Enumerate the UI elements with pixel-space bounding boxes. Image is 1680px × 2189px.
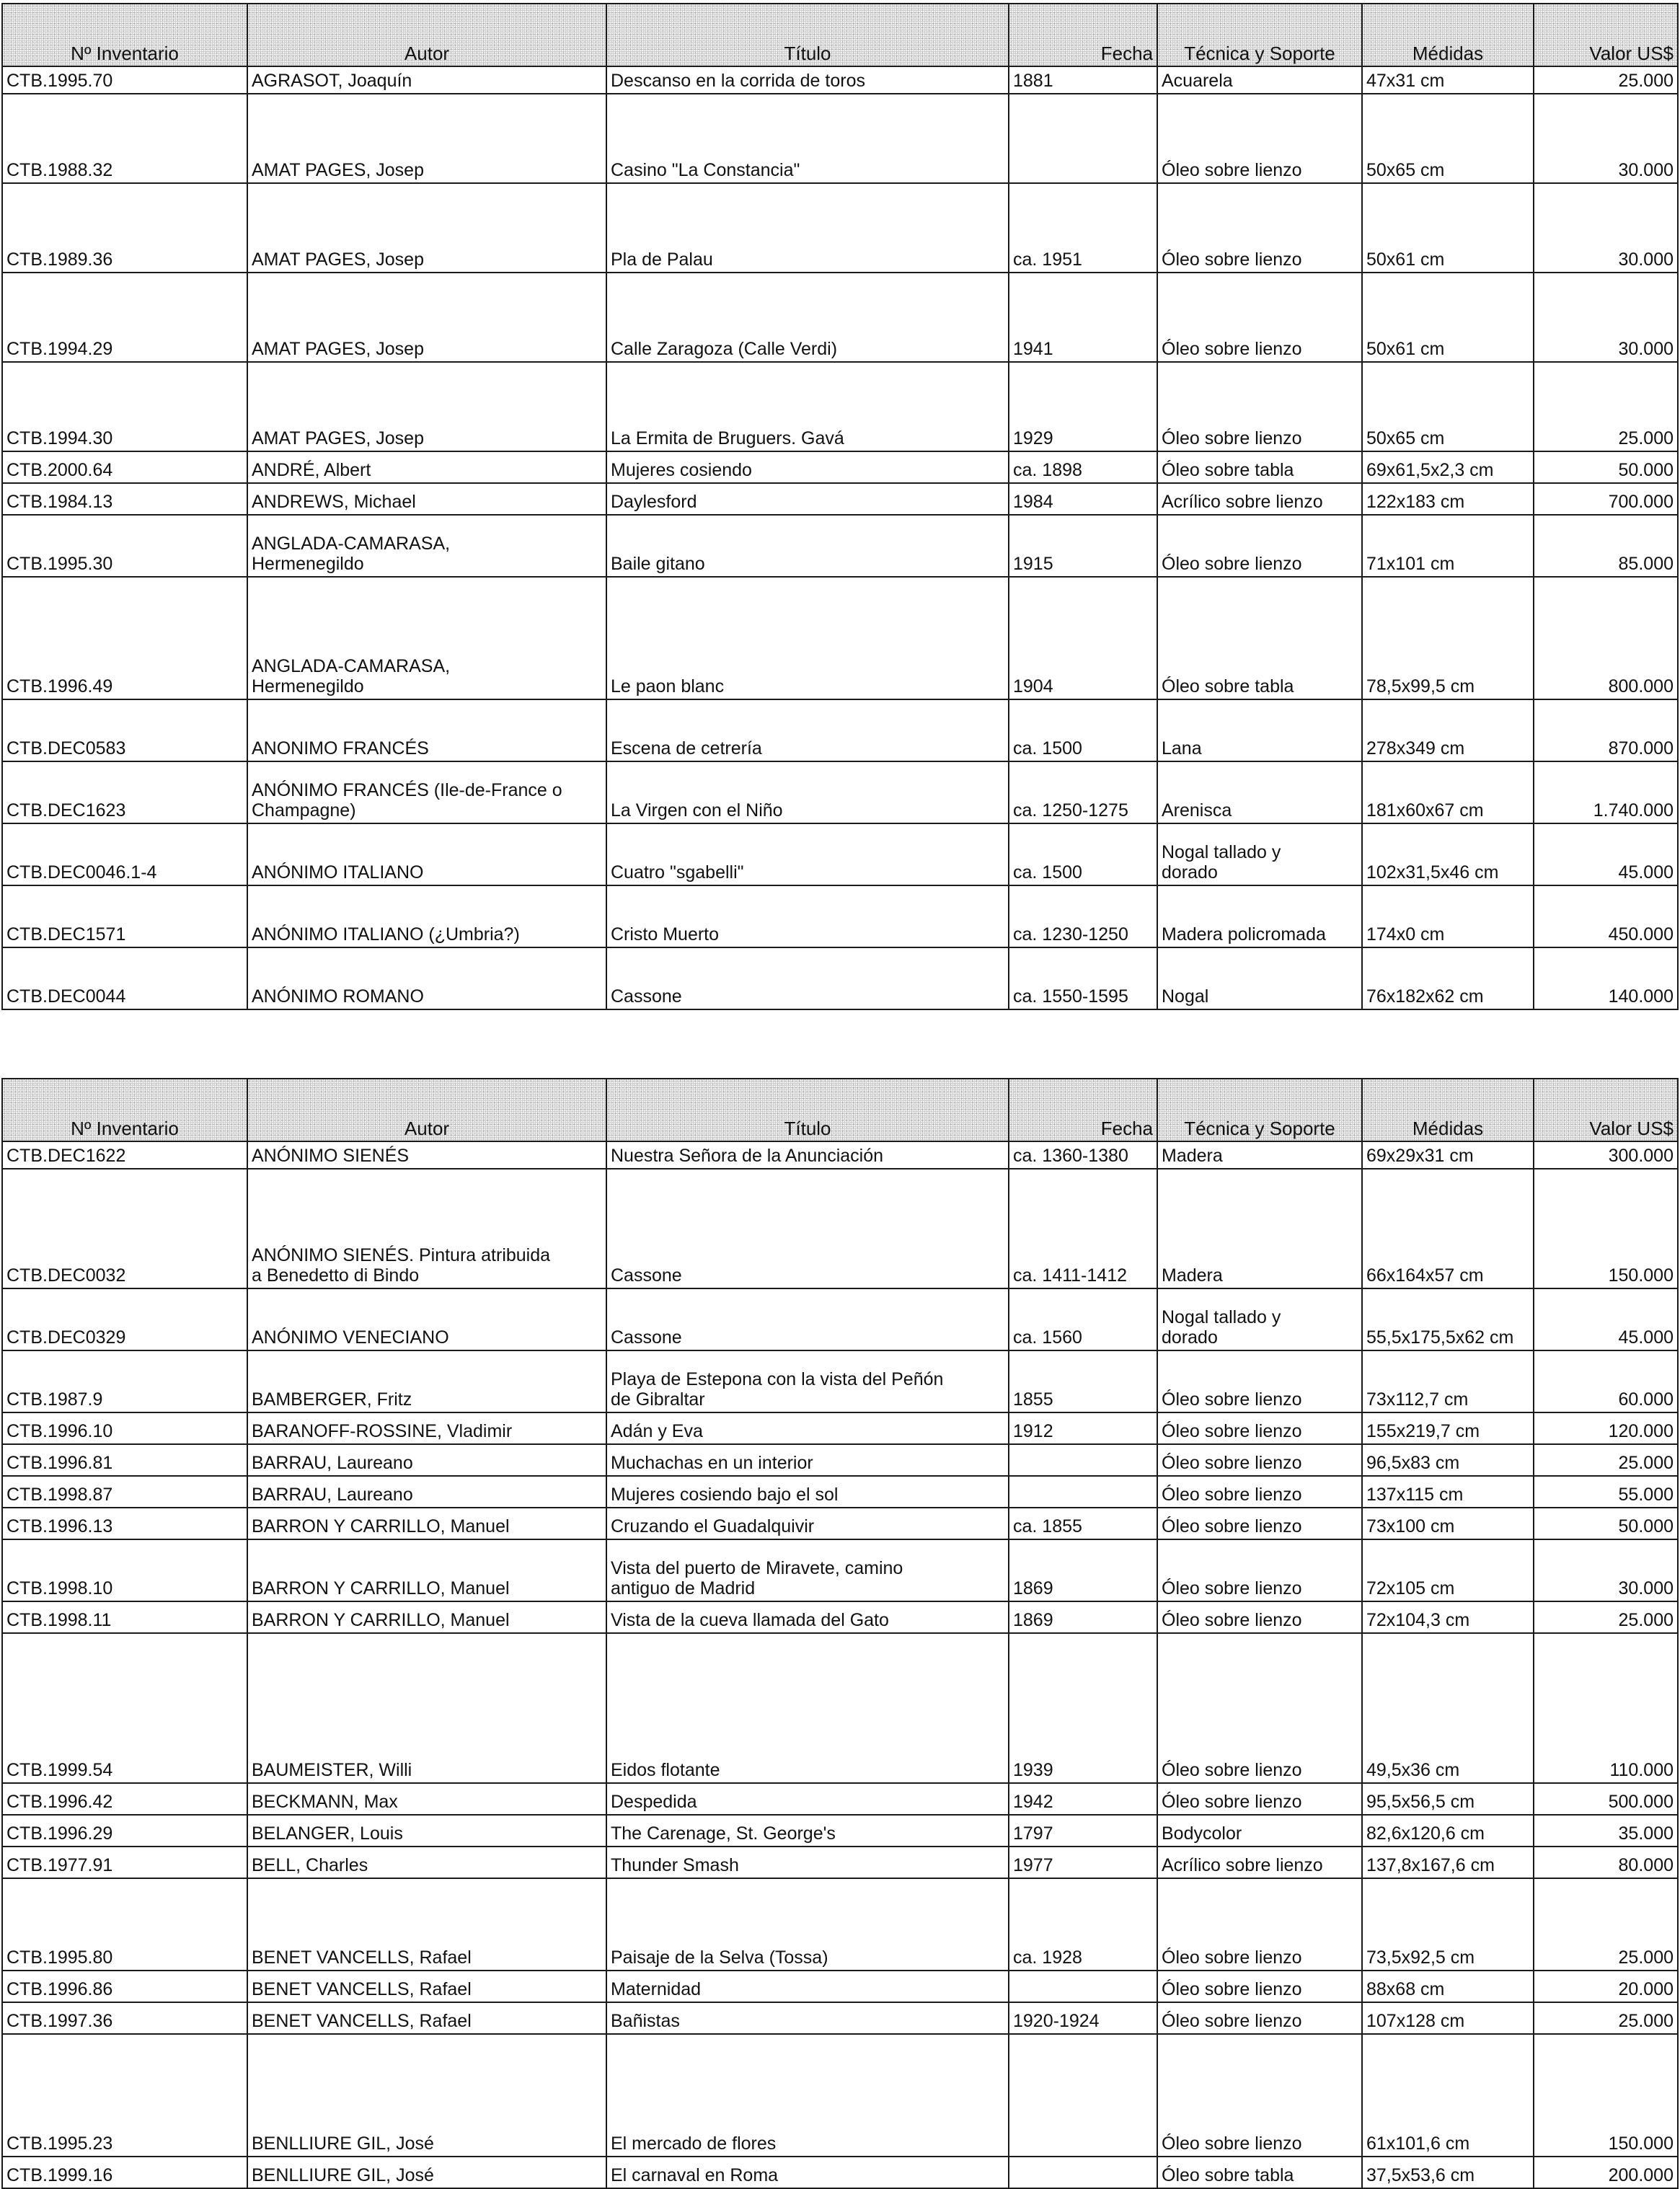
- cell-fecha: ca. 1360-1380: [1009, 1141, 1157, 1169]
- cell-fecha: ca. 1550-1595: [1009, 947, 1157, 1009]
- table-row: [2, 2002, 1678, 2034]
- cell-tecnica: Óleo sobre lienzo: [1157, 1350, 1362, 1412]
- table-row: [2, 1476, 1678, 1508]
- header-tecnica: Técnica y Soporte: [1157, 4, 1362, 66]
- cell-titulo: Baile gitano: [606, 515, 1009, 577]
- cell-tecnica: Arenisca: [1157, 761, 1362, 823]
- cell-inventario: CTB.1999.54: [2, 1633, 247, 1783]
- cell-tecnica: Nogal tallado y dorado: [1157, 823, 1362, 885]
- cell-fecha: ca. 1230-1250: [1009, 885, 1157, 947]
- cell-fecha: 1915: [1009, 515, 1157, 577]
- cell-valor: 25.000: [1534, 66, 1678, 94]
- table-row: [2, 1350, 1678, 1412]
- table-row: [2, 2034, 1678, 2157]
- cell-tecnica: Óleo sobre lienzo: [1157, 273, 1362, 362]
- cell-tecnica: Óleo sobre lienzo: [1157, 1601, 1362, 1633]
- cell-valor: 25.000: [1534, 1601, 1678, 1633]
- cell-autor: BARRAU, Laureano: [247, 1444, 606, 1476]
- header-inventario: Nº Inventario: [2, 1079, 247, 1141]
- cell-medidas: 88x68 cm: [1362, 1971, 1534, 2002]
- table-row: [2, 947, 1678, 1009]
- cell-valor: 85.000: [1534, 515, 1678, 577]
- cell-valor: 800.000: [1534, 577, 1678, 699]
- cell-fecha: ca. 1250-1275: [1009, 761, 1157, 823]
- table-row: [2, 1141, 1678, 1169]
- cell-autor: ANÓNIMO VENECIANO: [247, 1288, 606, 1350]
- table-row: [2, 823, 1678, 885]
- inventory-table-2: [1, 1078, 1679, 2189]
- cell-titulo: Cassone: [606, 1169, 1009, 1288]
- cell-medidas: 50x65 cm: [1362, 94, 1534, 183]
- cell-titulo: Playa de Estepona con la vista del Peñón de Gibraltar: [606, 1350, 1009, 1412]
- table-row: [2, 1508, 1678, 1539]
- cell-inventario: CTB.1995.70: [2, 66, 247, 94]
- cell-valor: 20.000: [1534, 1971, 1678, 2002]
- cell-valor: 80.000: [1534, 1847, 1678, 1878]
- cell-inventario: CTB.1999.16: [2, 2157, 247, 2188]
- cell-autor: ANÓNIMO ROMANO: [247, 947, 606, 1009]
- cell-inventario: CTB.2000.64: [2, 451, 247, 483]
- cell-titulo: Vista de la cueva llamada del Gato: [606, 1601, 1009, 1633]
- cell-fecha: ca. 1560: [1009, 1288, 1157, 1350]
- header-row: [2, 1079, 1678, 1141]
- table-row: [2, 1633, 1678, 1783]
- cell-inventario: CTB.1996.10: [2, 1412, 247, 1444]
- table-row: [2, 1288, 1678, 1350]
- cell-fecha: [1009, 1444, 1157, 1476]
- cell-tecnica: Acrílico sobre lienzo: [1157, 1847, 1362, 1878]
- table-row: [2, 577, 1678, 699]
- cell-medidas: 49,5x36 cm: [1362, 1633, 1534, 1783]
- cell-valor: 25.000: [1534, 362, 1678, 451]
- inventory-table-1: [1, 3, 1679, 1010]
- cell-fecha: 1881: [1009, 66, 1157, 94]
- cell-autor: BENET VANCELLS, Rafael: [247, 2002, 606, 2034]
- cell-medidas: 155x219,7 cm: [1362, 1412, 1534, 1444]
- cell-titulo: El carnaval en Roma: [606, 2157, 1009, 2188]
- cell-titulo: Vista del puerto de Miravete, camino antiguo de Madrid: [606, 1539, 1009, 1601]
- cell-fecha: 1984: [1009, 483, 1157, 515]
- cell-inventario: CTB.DEC0329: [2, 1288, 247, 1350]
- cell-medidas: 73,5x92,5 cm: [1362, 1878, 1534, 1971]
- cell-titulo: Despedida: [606, 1783, 1009, 1815]
- header-valor: Valor US$: [1534, 1079, 1678, 1141]
- cell-tecnica: Óleo sobre lienzo: [1157, 1633, 1362, 1783]
- cell-medidas: 50x65 cm: [1362, 362, 1534, 451]
- cell-inventario: CTB.1996.13: [2, 1508, 247, 1539]
- table-row: [2, 1847, 1678, 1878]
- cell-inventario: CTB.1998.11: [2, 1601, 247, 1633]
- cell-tecnica: Óleo sobre lienzo: [1157, 2034, 1362, 2157]
- cell-medidas: 122x183 cm: [1362, 483, 1534, 515]
- cell-fecha: 1904: [1009, 577, 1157, 699]
- cell-titulo: Cruzando el Guadalquivir: [606, 1508, 1009, 1539]
- cell-inventario: CTB.DEC1622: [2, 1141, 247, 1169]
- cell-fecha: [1009, 94, 1157, 183]
- cell-titulo: Eidos flotante: [606, 1633, 1009, 1783]
- cell-autor: ANÓNIMO ITALIANO (¿Umbria?): [247, 885, 606, 947]
- cell-tecnica: Nogal tallado y dorado: [1157, 1288, 1362, 1350]
- cell-inventario: CTB.1996.81: [2, 1444, 247, 1476]
- cell-inventario: CTB.DEC0044: [2, 947, 247, 1009]
- cell-medidas: 61x101,6 cm: [1362, 2034, 1534, 2157]
- cell-tecnica: Óleo sobre lienzo: [1157, 1444, 1362, 1476]
- cell-tecnica: Óleo sobre tabla: [1157, 451, 1362, 483]
- cell-tecnica: Óleo sobre lienzo: [1157, 362, 1362, 451]
- cell-medidas: 50x61 cm: [1362, 183, 1534, 273]
- cell-inventario: CTB.DEC0046.1-4: [2, 823, 247, 885]
- cell-tecnica: Óleo sobre lienzo: [1157, 1476, 1362, 1508]
- cell-titulo: Pla de Palau: [606, 183, 1009, 273]
- table-row: [2, 66, 1678, 94]
- cell-valor: 140.000: [1534, 947, 1678, 1009]
- cell-valor: 300.000: [1534, 1141, 1678, 1169]
- cell-inventario: CTB.1988.32: [2, 94, 247, 183]
- cell-inventario: CTB.DEC1623: [2, 761, 247, 823]
- cell-fecha: ca. 1500: [1009, 699, 1157, 761]
- cell-autor: ANDRÉ, Albert: [247, 451, 606, 483]
- header-valor: Valor US$: [1534, 4, 1678, 66]
- cell-fecha: 1912: [1009, 1412, 1157, 1444]
- cell-titulo: The Carenage, St. George's: [606, 1815, 1009, 1847]
- cell-tecnica: Madera policromada: [1157, 885, 1362, 947]
- cell-inventario: CTB.DEC1571: [2, 885, 247, 947]
- cell-valor: 45.000: [1534, 1288, 1678, 1350]
- cell-titulo: Escena de cetrería: [606, 699, 1009, 761]
- cell-valor: 150.000: [1534, 1169, 1678, 1288]
- cell-valor: 45.000: [1534, 823, 1678, 885]
- header-titulo: Título: [606, 4, 1009, 66]
- table-row: [2, 1539, 1678, 1601]
- cell-tecnica: Óleo sobre lienzo: [1157, 515, 1362, 577]
- table-row: [2, 1169, 1678, 1288]
- cell-inventario: CTB.1998.87: [2, 1476, 247, 1508]
- cell-inventario: CTB.1989.36: [2, 183, 247, 273]
- table-row: [2, 183, 1678, 273]
- cell-titulo: La Ermita de Bruguers. Gavá: [606, 362, 1009, 451]
- cell-autor: AMAT PAGES, Josep: [247, 273, 606, 362]
- cell-valor: 110.000: [1534, 1633, 1678, 1783]
- cell-valor: 30.000: [1534, 94, 1678, 183]
- cell-medidas: 107x128 cm: [1362, 2002, 1534, 2034]
- cell-medidas: 69x29x31 cm: [1362, 1141, 1534, 1169]
- header-fecha: Fecha: [1009, 4, 1157, 66]
- cell-titulo: Calle Zaragoza (Calle Verdi): [606, 273, 1009, 362]
- header-row: [2, 4, 1678, 66]
- cell-fecha: 1977: [1009, 1847, 1157, 1878]
- cell-titulo: Mujeres cosiendo: [606, 451, 1009, 483]
- cell-medidas: 174x0 cm: [1362, 885, 1534, 947]
- table-row: [2, 1444, 1678, 1476]
- cell-medidas: 137x115 cm: [1362, 1476, 1534, 1508]
- cell-titulo: Adán y Eva: [606, 1412, 1009, 1444]
- cell-autor: BARRON Y CARRILLO, Manuel: [247, 1539, 606, 1601]
- cell-autor: BENLLIURE GIL, José: [247, 2034, 606, 2157]
- cell-tecnica: Bodycolor: [1157, 1815, 1362, 1847]
- cell-autor: ANDREWS, Michael: [247, 483, 606, 515]
- cell-fecha: ca. 1500: [1009, 823, 1157, 885]
- cell-tecnica: Óleo sobre lienzo: [1157, 2002, 1362, 2034]
- cell-inventario: CTB.1977.91: [2, 1847, 247, 1878]
- cell-fecha: ca. 1898: [1009, 451, 1157, 483]
- cell-medidas: 137,8x167,6 cm: [1362, 1847, 1534, 1878]
- cell-inventario: CTB.1997.36: [2, 2002, 247, 2034]
- table-row: [2, 1783, 1678, 1815]
- cell-medidas: 76x182x62 cm: [1362, 947, 1534, 1009]
- cell-tecnica: Madera: [1157, 1169, 1362, 1288]
- cell-tecnica: Lana: [1157, 699, 1362, 761]
- header-titulo: Título: [606, 1079, 1009, 1141]
- table-row: [2, 761, 1678, 823]
- cell-fecha: 1942: [1009, 1783, 1157, 1815]
- table-row: [2, 1601, 1678, 1633]
- cell-autor: ANÓNIMO SIENÉS: [247, 1141, 606, 1169]
- cell-tecnica: Óleo sobre lienzo: [1157, 1508, 1362, 1539]
- cell-valor: 150.000: [1534, 2034, 1678, 2157]
- cell-medidas: 96,5x83 cm: [1362, 1444, 1534, 1476]
- cell-autor: BENET VANCELLS, Rafael: [247, 1971, 606, 2002]
- cell-valor: 50.000: [1534, 451, 1678, 483]
- cell-inventario: CTB.1995.80: [2, 1878, 247, 1971]
- table-row: [2, 2157, 1678, 2188]
- table-row: [2, 273, 1678, 362]
- cell-valor: 35.000: [1534, 1815, 1678, 1847]
- cell-fecha: ca. 1951: [1009, 183, 1157, 273]
- cell-fecha: 1941: [1009, 273, 1157, 362]
- cell-tecnica: Óleo sobre tabla: [1157, 2157, 1362, 2188]
- cell-valor: 25.000: [1534, 2002, 1678, 2034]
- cell-tecnica: Acrílico sobre lienzo: [1157, 483, 1362, 515]
- cell-valor: 450.000: [1534, 885, 1678, 947]
- cell-medidas: 55,5x175,5x62 cm: [1362, 1288, 1534, 1350]
- cell-autor: BELL, Charles: [247, 1847, 606, 1878]
- cell-tecnica: Madera: [1157, 1141, 1362, 1169]
- cell-valor: 500.000: [1534, 1783, 1678, 1815]
- header-medidas: Médidas: [1362, 4, 1534, 66]
- cell-medidas: 82,6x120,6 cm: [1362, 1815, 1534, 1847]
- cell-fecha: 1869: [1009, 1539, 1157, 1601]
- cell-medidas: 102x31,5x46 cm: [1362, 823, 1534, 885]
- cell-autor: AMAT PAGES, Josep: [247, 362, 606, 451]
- cell-tecnica: Óleo sobre lienzo: [1157, 183, 1362, 273]
- cell-inventario: CTB.1996.42: [2, 1783, 247, 1815]
- header-autor: Autor: [247, 1079, 606, 1141]
- cell-autor: ANGLADA-CAMARASA, Hermenegildo: [247, 577, 606, 699]
- table-row: [2, 699, 1678, 761]
- cell-medidas: 50x61 cm: [1362, 273, 1534, 362]
- cell-autor: ANÓNIMO FRANCÉS (Ile-de-France o Champagne): [247, 761, 606, 823]
- cell-inventario: CTB.1994.30: [2, 362, 247, 451]
- cell-titulo: Paisaje de la Selva (Tossa): [606, 1878, 1009, 1971]
- cell-valor: 30.000: [1534, 1539, 1678, 1601]
- cell-inventario: CTB.1996.49: [2, 577, 247, 699]
- cell-inventario: CTB.DEC0032: [2, 1169, 247, 1288]
- cell-valor: 25.000: [1534, 1878, 1678, 1971]
- cell-titulo: Le paon blanc: [606, 577, 1009, 699]
- cell-inventario: CTB.1996.29: [2, 1815, 247, 1847]
- cell-inventario: CTB.1995.23: [2, 2034, 247, 2157]
- cell-valor: 60.000: [1534, 1350, 1678, 1412]
- cell-autor: ANONIMO FRANCÉS: [247, 699, 606, 761]
- cell-titulo: Casino "La Constancia": [606, 94, 1009, 183]
- cell-tecnica: Óleo sobre tabla: [1157, 577, 1362, 699]
- cell-fecha: 1855: [1009, 1350, 1157, 1412]
- cell-fecha: [1009, 2034, 1157, 2157]
- cell-fecha: [1009, 1971, 1157, 2002]
- cell-tecnica: Óleo sobre lienzo: [1157, 1971, 1362, 2002]
- cell-medidas: 72x104,3 cm: [1362, 1601, 1534, 1633]
- cell-inventario: CTB.1998.10: [2, 1539, 247, 1601]
- cell-titulo: Cuatro "sgabelli": [606, 823, 1009, 885]
- table-row: [2, 362, 1678, 451]
- header-tecnica: Técnica y Soporte: [1157, 1079, 1362, 1141]
- cell-medidas: 181x60x67 cm: [1362, 761, 1534, 823]
- cell-titulo: Cassone: [606, 947, 1009, 1009]
- cell-valor: 50.000: [1534, 1508, 1678, 1539]
- cell-inventario: CTB.1984.13: [2, 483, 247, 515]
- table-row: [2, 515, 1678, 577]
- cell-autor: ANÓNIMO SIENÉS. Pintura atribuida a Benedetto di Bindo: [247, 1169, 606, 1288]
- cell-autor: BENET VANCELLS, Rafael: [247, 1878, 606, 1971]
- cell-autor: ANÓNIMO ITALIANO: [247, 823, 606, 885]
- cell-valor: 30.000: [1534, 273, 1678, 362]
- cell-titulo: El mercado de flores: [606, 2034, 1009, 2157]
- cell-medidas: 66x164x57 cm: [1362, 1169, 1534, 1288]
- cell-medidas: 78,5x99,5 cm: [1362, 577, 1534, 699]
- cell-tecnica: Óleo sobre lienzo: [1157, 94, 1362, 183]
- cell-autor: BAMBERGER, Fritz: [247, 1350, 606, 1412]
- cell-fecha: 1869: [1009, 1601, 1157, 1633]
- cell-titulo: La Virgen con el Niño: [606, 761, 1009, 823]
- cell-medidas: 72x105 cm: [1362, 1539, 1534, 1601]
- cell-medidas: 73x112,7 cm: [1362, 1350, 1534, 1412]
- table-row: [2, 1815, 1678, 1847]
- cell-medidas: 95,5x56,5 cm: [1362, 1783, 1534, 1815]
- cell-titulo: Descanso en la corrida de toros: [606, 66, 1009, 94]
- cell-fecha: [1009, 2157, 1157, 2188]
- cell-autor: ANGLADA-CAMARASA, Hermenegildo: [247, 515, 606, 577]
- cell-autor: BARANOFF-ROSSINE, Vladimir: [247, 1412, 606, 1444]
- cell-valor: 200.000: [1534, 2157, 1678, 2188]
- cell-inventario: CTB.DEC0583: [2, 699, 247, 761]
- cell-medidas: 278x349 cm: [1362, 699, 1534, 761]
- table-row: [2, 885, 1678, 947]
- cell-autor: AMAT PAGES, Josep: [247, 94, 606, 183]
- cell-tecnica: Óleo sobre lienzo: [1157, 1878, 1362, 1971]
- cell-autor: BARRAU, Laureano: [247, 1476, 606, 1508]
- cell-inventario: CTB.1996.86: [2, 1971, 247, 2002]
- cell-medidas: 73x100 cm: [1362, 1508, 1534, 1539]
- cell-fecha: [1009, 1476, 1157, 1508]
- cell-medidas: 37,5x53,6 cm: [1362, 2157, 1534, 2188]
- table-row: [2, 1971, 1678, 2002]
- table-row: [2, 1878, 1678, 1971]
- table-row: [2, 94, 1678, 183]
- cell-titulo: Nuestra Señora de la Anunciación: [606, 1141, 1009, 1169]
- cell-autor: AMAT PAGES, Josep: [247, 183, 606, 273]
- cell-fecha: 1939: [1009, 1633, 1157, 1783]
- cell-valor: 700.000: [1534, 483, 1678, 515]
- cell-titulo: Cassone: [606, 1288, 1009, 1350]
- cell-inventario: CTB.1995.30: [2, 515, 247, 577]
- cell-tecnica: Acuarela: [1157, 66, 1362, 94]
- cell-titulo: Cristo Muerto: [606, 885, 1009, 947]
- cell-fecha: ca. 1928: [1009, 1878, 1157, 1971]
- cell-tecnica: Óleo sobre lienzo: [1157, 1539, 1362, 1601]
- cell-tecnica: Óleo sobre lienzo: [1157, 1412, 1362, 1444]
- cell-titulo: Bañistas: [606, 2002, 1009, 2034]
- table-row: [2, 1412, 1678, 1444]
- cell-valor: 25.000: [1534, 1444, 1678, 1476]
- cell-valor: 870.000: [1534, 699, 1678, 761]
- table-row: [2, 451, 1678, 483]
- cell-valor: 120.000: [1534, 1412, 1678, 1444]
- table-row: [2, 483, 1678, 515]
- cell-fecha: 1920-1924: [1009, 2002, 1157, 2034]
- cell-valor: 1.740.000: [1534, 761, 1678, 823]
- header-medidas: Médidas: [1362, 1079, 1534, 1141]
- cell-inventario: CTB.1994.29: [2, 273, 247, 362]
- cell-tecnica: Óleo sobre lienzo: [1157, 1783, 1362, 1815]
- cell-autor: BAUMEISTER, Willi: [247, 1633, 606, 1783]
- cell-autor: BENLLIURE GIL, José: [247, 2157, 606, 2188]
- cell-titulo: Mujeres cosiendo bajo el sol: [606, 1476, 1009, 1508]
- cell-autor: BARRON Y CARRILLO, Manuel: [247, 1601, 606, 1633]
- cell-titulo: Thunder Smash: [606, 1847, 1009, 1878]
- header-fecha: Fecha: [1009, 1079, 1157, 1141]
- cell-autor: AGRASOT, Joaquín: [247, 66, 606, 94]
- cell-medidas: 69x61,5x2,3 cm: [1362, 451, 1534, 483]
- cell-inventario: CTB.1987.9: [2, 1350, 247, 1412]
- cell-titulo: Daylesford: [606, 483, 1009, 515]
- cell-autor: BELANGER, Louis: [247, 1815, 606, 1847]
- cell-fecha: ca. 1411-1412: [1009, 1169, 1157, 1288]
- cell-tecnica: Nogal: [1157, 947, 1362, 1009]
- cell-autor: BECKMANN, Max: [247, 1783, 606, 1815]
- cell-valor: 55.000: [1534, 1476, 1678, 1508]
- cell-fecha: 1929: [1009, 362, 1157, 451]
- cell-valor: 30.000: [1534, 183, 1678, 273]
- header-inventario: Nº Inventario: [2, 4, 247, 66]
- cell-fecha: 1797: [1009, 1815, 1157, 1847]
- cell-titulo: Maternidad: [606, 1971, 1009, 2002]
- cell-fecha: ca. 1855: [1009, 1508, 1157, 1539]
- cell-titulo: Muchachas en un interior: [606, 1444, 1009, 1476]
- cell-medidas: 71x101 cm: [1362, 515, 1534, 577]
- header-autor: Autor: [247, 4, 606, 66]
- cell-autor: BARRON Y CARRILLO, Manuel: [247, 1508, 606, 1539]
- cell-medidas: 47x31 cm: [1362, 66, 1534, 94]
